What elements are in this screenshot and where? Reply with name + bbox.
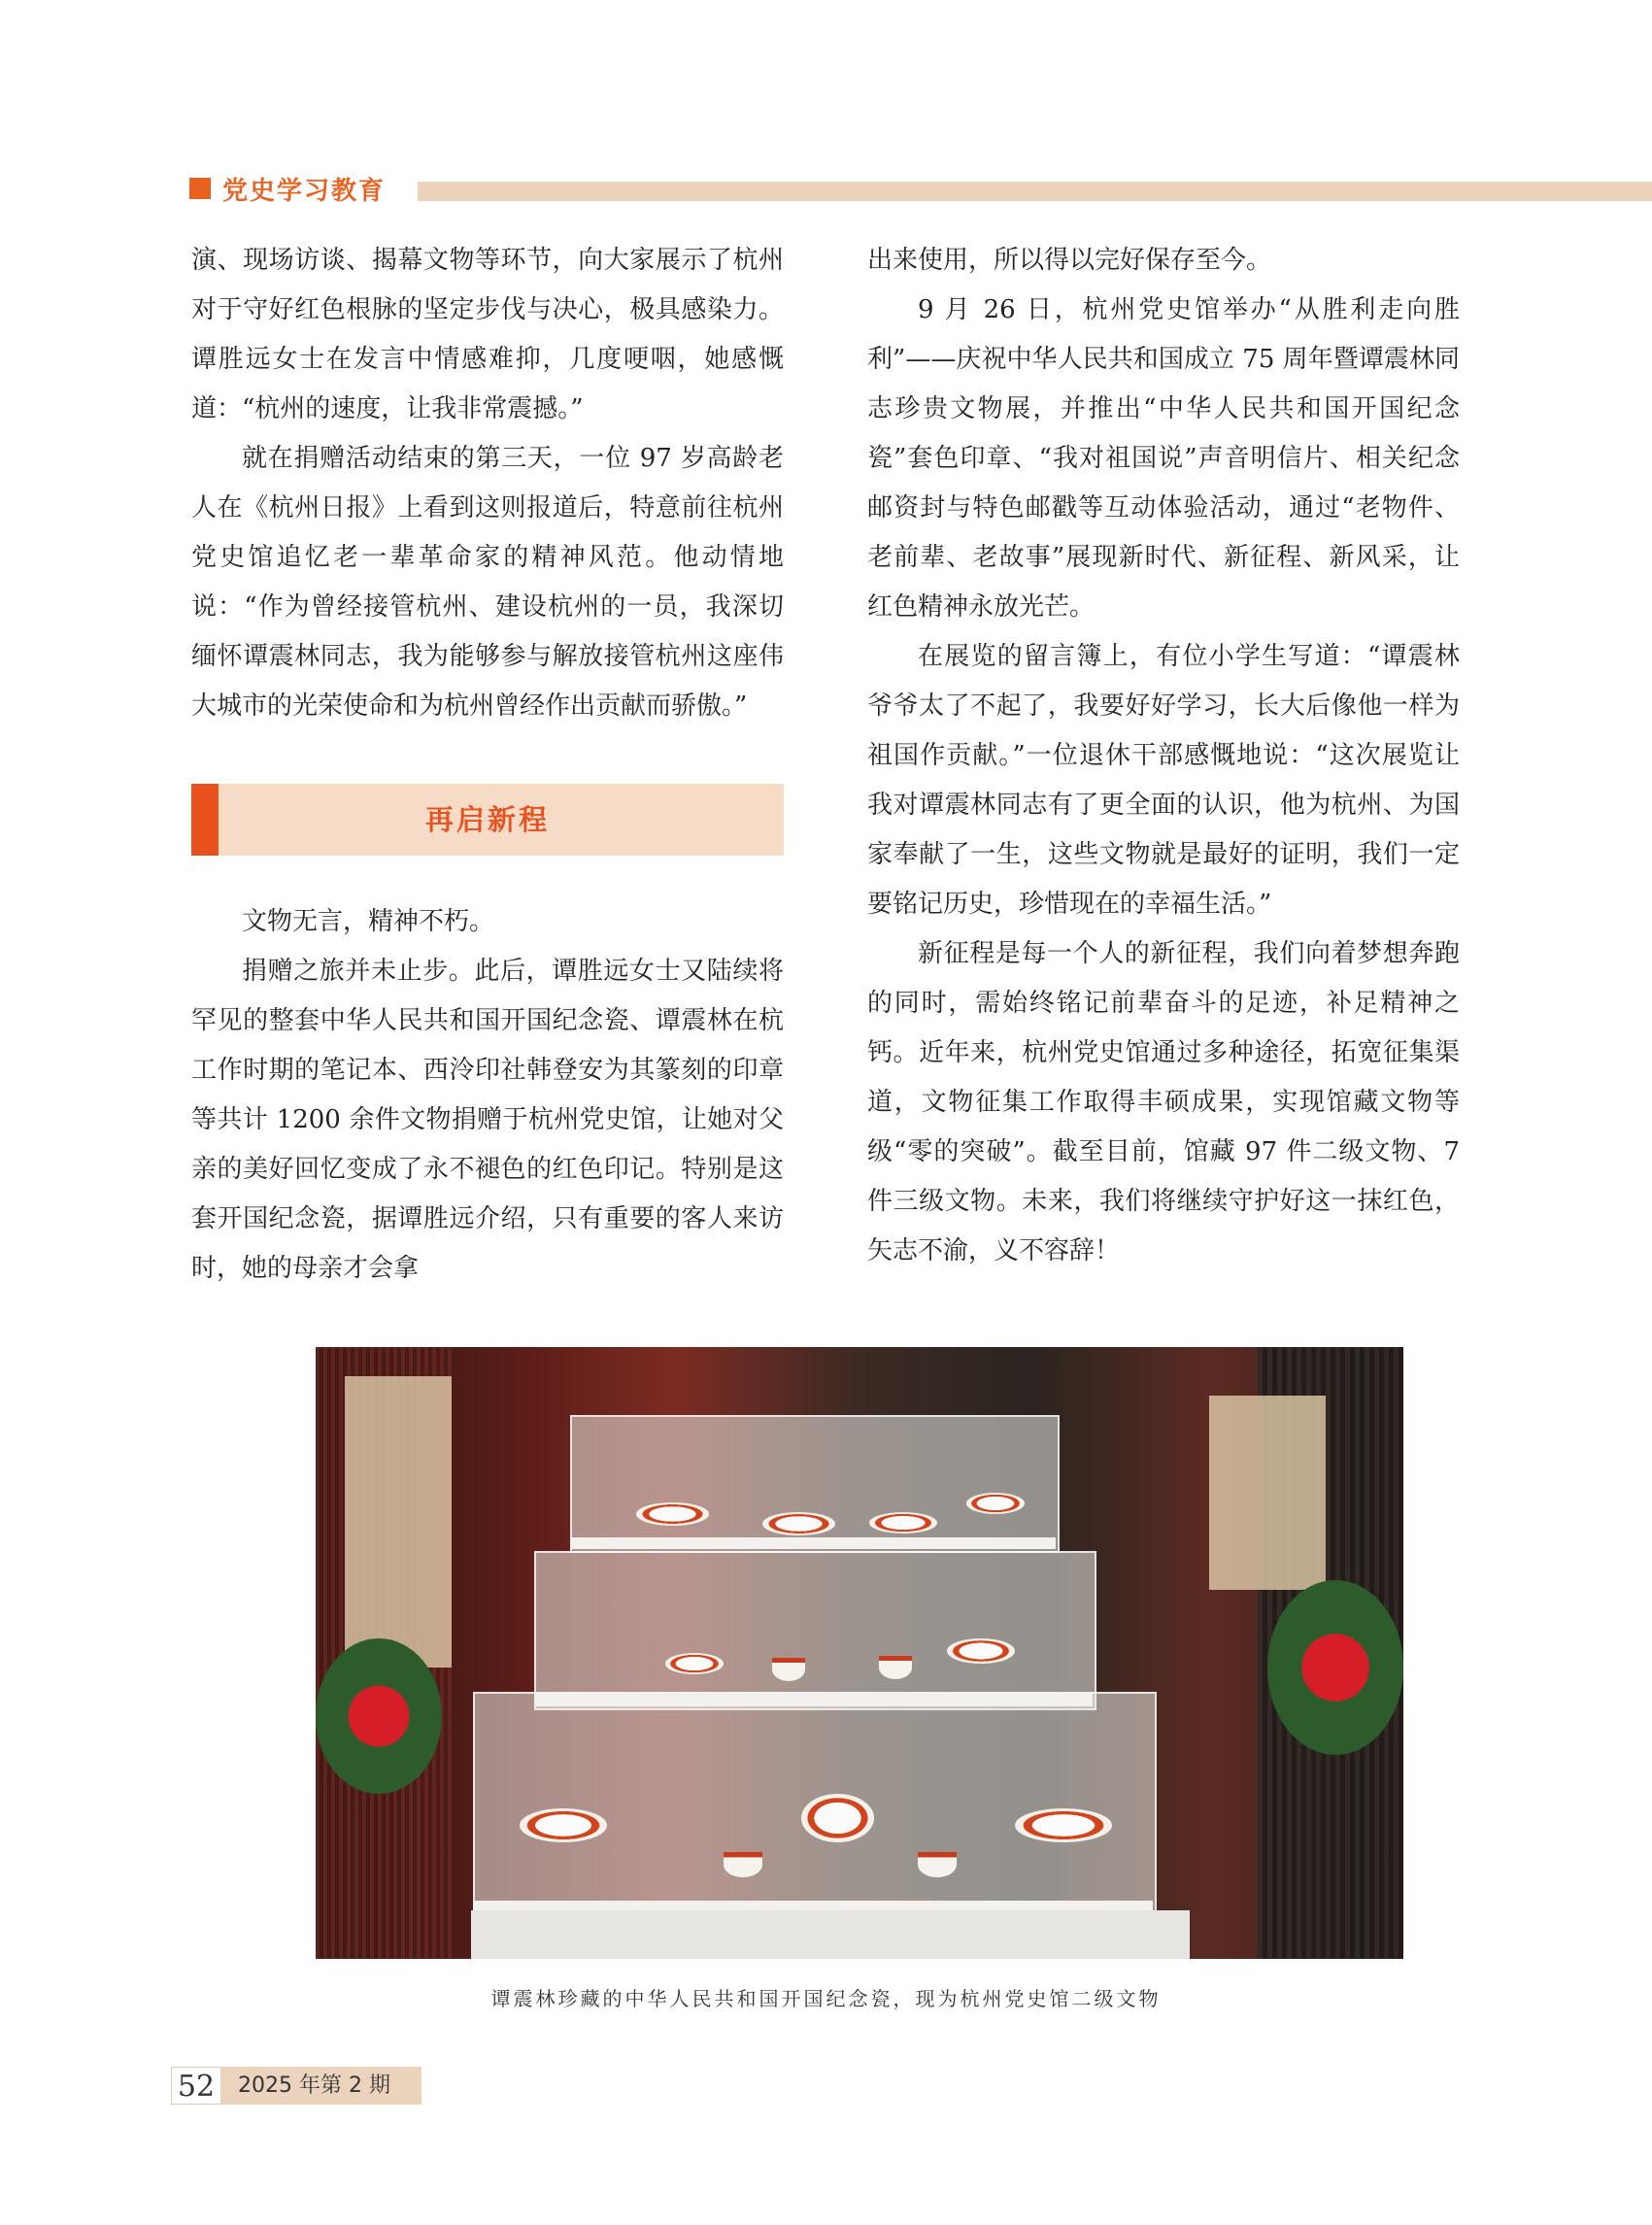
shelf xyxy=(534,1693,1093,1706)
left-column xyxy=(191,236,784,1294)
subheading-box xyxy=(191,784,784,856)
header-bar xyxy=(418,182,1652,201)
porcelain-dish xyxy=(947,1638,1015,1664)
subheading-accent xyxy=(191,784,219,856)
photo-plant xyxy=(1267,1580,1403,1755)
subheading: 再启新程 xyxy=(424,802,550,836)
paragraph: 新征程是每一个人的新征程，我们向着梦想奔跑的同时，需始终铭记前辈奋斗的足迹，补足精神之钙。近年来，杭州党史馆通过多种途径，拓宽征集渠道，文物征集工作取得丰硕成果，实现馆藏文物等级“零的突破”。截至目前，馆藏 97 件二级文物、7 件三级文物。未来，我们将继续守护好这一抹红色，矢志不渝，义不容辞！ xyxy=(867,939,1460,1265)
photo-base xyxy=(471,1910,1190,1959)
porcelain-dish xyxy=(801,1794,874,1842)
right-column xyxy=(867,236,1460,1276)
paragraph: 捐赠之旅并未止步。此后，谭胜远女士又陆续将罕见的整套中华人民共和国开国纪念瓷、谭震林在杭工作时期的笔记本、西泠印社韩登安为其篆刻的印章等共计 1200 余件文物捐赠于杭州党史馆，让她对父亲的美好回忆变成了永不褪色的红色印记。特别是这套开国纪念瓷，据谭胜远介绍，只有重要的客人来访时，她的母亲才会拿 xyxy=(191,957,784,1283)
paragraph: 出来使用，所以得以完好保存至今。 xyxy=(867,246,1272,275)
porcelain-dish xyxy=(636,1502,709,1526)
photo-panel xyxy=(1209,1396,1326,1590)
porcelain-bowl xyxy=(724,1852,762,1877)
porcelain-bowl xyxy=(772,1658,805,1681)
porcelain-dish xyxy=(520,1808,607,1842)
paragraph: 演、现场访谈、揭幕文物等环节，向大家展示了杭州对于守好红色根脉的坚定步伐与决心，极具感染力。谭胜远女士在发言中情感难抑，几度哽咽，她感慨道：“杭州的速度，让我非常震撼。” xyxy=(191,246,784,423)
section-marker xyxy=(189,178,211,199)
display-case-middle xyxy=(534,1551,1096,1710)
paragraph: 9 月 26 日，杭州党史馆举办“从胜利走向胜利”——庆祝中华人民共和国成立 75 周年暨谭震林同志珍贵文物展，并推出“中华人民共和国开国纪念瓷”套色印章、“我对祖国说”声音明信片、相关纪念邮资封与特色邮戳等互动体验活动，通过“老物件、老前辈、老故事”展现新时代、新征程、新风采，让红色精神永放光芒。 xyxy=(867,295,1460,622)
section-header xyxy=(189,175,1652,206)
page-number: 52 xyxy=(171,2067,220,2105)
porcelain-dish xyxy=(966,1493,1025,1514)
paragraph: 在展览的留言簿上，有位小学生写道：“谭震林爷爷太了不起了，我要好好学习，长大后像他一样为祖国作贡献。”一位退休干部感慨地说：“这次展览让我对谭震林同志有了更全面的认识，他为杭州、为国家奉献了一生，这些文物就是最好的证明，我们一定要铭记历史，珍惜现在的幸福生活。” xyxy=(867,642,1460,919)
section-title: 党史学习教育 xyxy=(222,176,387,206)
paragraph: 就在捐赠活动结束的第三天，一位 97 岁高龄老人在《杭州日报》上看到这则报道后，特意前往杭州党史馆追忆老一辈革命家的精神风范。他动情地说：“作为曾经接管杭州、建设杭州的一员，我深切缅怀谭震林同志，我为能够参与解放接管杭州这座伟大城市的光荣使命和为杭州曾经作出贡献而骄傲。” xyxy=(191,444,784,721)
paragraph: 文物无言，精神不朽。 xyxy=(242,907,495,936)
shelf xyxy=(570,1537,1056,1549)
porcelain-dish xyxy=(665,1653,724,1674)
page-footer xyxy=(171,2067,421,2105)
issue-label: 2025 年第 2 期 xyxy=(220,2067,421,2105)
porcelain-dish xyxy=(869,1512,937,1534)
porcelain-bowl xyxy=(879,1656,912,1679)
porcelain-dish xyxy=(1015,1808,1112,1842)
porcelain-display-photo xyxy=(316,1347,1403,1959)
porcelain-dish xyxy=(762,1512,835,1535)
photo-panel xyxy=(345,1376,452,1668)
figure-caption: 谭震林珍藏的中华人民共和国开国纪念瓷，现为杭州党史馆二级文物 xyxy=(490,1987,1162,2010)
photo-plant xyxy=(316,1638,442,1794)
porcelain-bowl xyxy=(918,1852,957,1877)
